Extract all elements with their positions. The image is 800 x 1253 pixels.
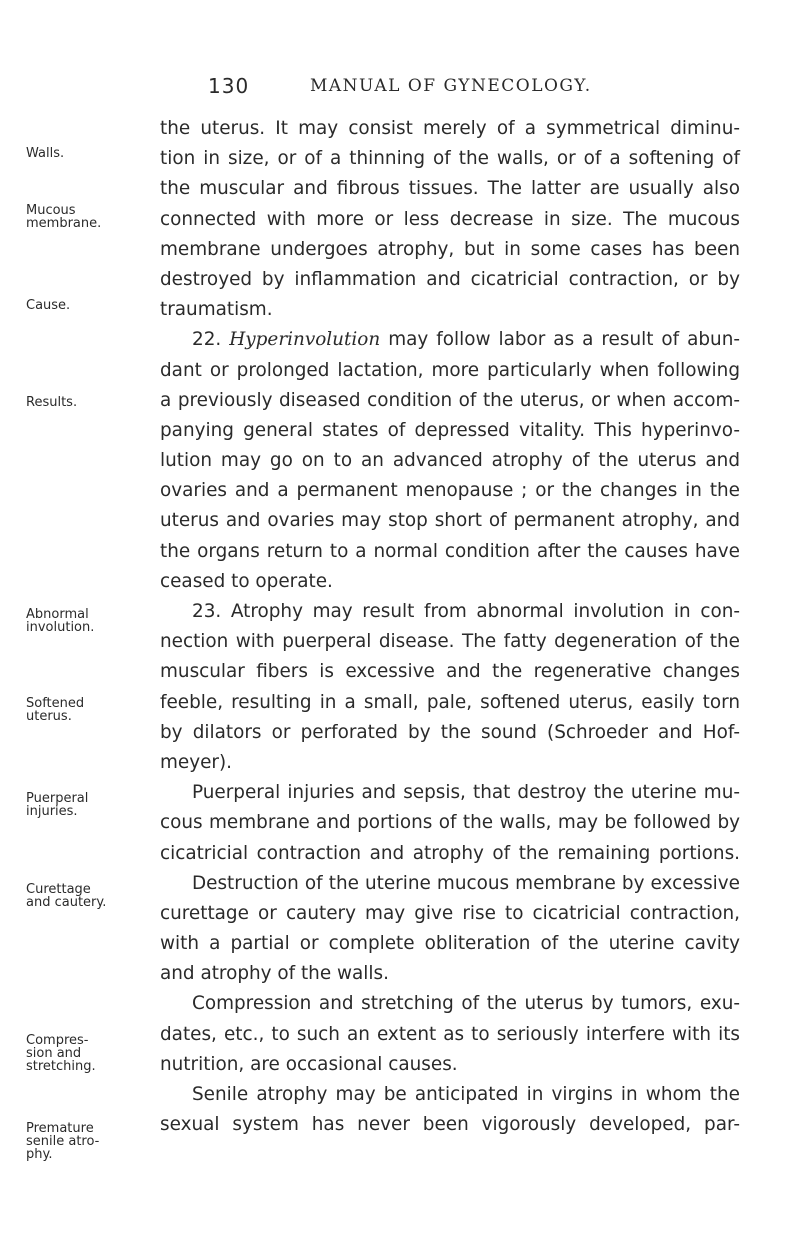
text-line: panying general states of depressed vitality. This hyperinvo-	[160, 419, 740, 441]
text-line: dant or prolonged lactation, more particularly when following	[160, 359, 740, 381]
margin-note-abnormal-involution: Abnormal involution.	[26, 607, 95, 635]
text-line: ovaries and a permanent menopause ; or the changes in the	[160, 480, 740, 502]
body-text	[160, 114, 740, 1140]
text-line: and atrophy of the walls.	[160, 963, 389, 985]
text-line: Senile atrophy may be anticipated in virgins in whom the	[192, 1084, 740, 1105]
text-line: membrane undergoes atrophy, but in some cases has been	[160, 238, 740, 260]
page-number: 130	[208, 74, 250, 98]
page-header	[0, 74, 800, 104]
text-line: traumatism.	[160, 299, 273, 321]
text-line: tion in size, or of a thinning of the walls, or of a softening of	[160, 148, 740, 170]
text-line: lution may go on to an advanced atrophy of the uterus and	[160, 450, 740, 472]
running-title: MANUAL OF GYNECOLOGY.	[310, 76, 592, 96]
text-line: cicatricial contraction and atrophy of the remaining portions.	[160, 842, 740, 864]
hyperinvolution-term: Hyperinvolution	[229, 329, 381, 351]
text-line: the uterus. It may consist merely of a symmetrical diminu-	[160, 118, 740, 139]
text-line: muscular fibers is excessive and the regenerative changes	[160, 661, 740, 683]
text-line: Compression and stretching of the uterus by tumors, exu-	[192, 993, 740, 1015]
text-line: the organs return to a normal condition after the causes have	[160, 540, 740, 562]
text-line: curettage or cautery may give rise to cicatricial contraction,	[160, 902, 740, 924]
text-line: sexual system has never been vigorously developed, par-	[160, 1114, 740, 1136]
margin-note-walls: Walls.	[26, 146, 65, 161]
margin-note-puerperal-injuries: Puerperal injuries.	[26, 791, 89, 819]
margin-note-premature-senile-atrophy: Premature senile atro- phy.	[26, 1121, 100, 1162]
text-line: the muscular and fibrous tissues. The latter are usually also	[160, 178, 740, 200]
margin-note-compression: Compres- sion and stretching.	[26, 1033, 96, 1074]
text-line: connected with more or less decrease in size. The mucous	[160, 208, 740, 230]
text-line: nutrition, are occasional causes.	[160, 1053, 458, 1075]
margin-note-mucous-membrane: Mucous membrane.	[26, 203, 102, 231]
text-line: uterus and ovaries may stop short of permanent atrophy, and	[160, 510, 740, 532]
text-line: feeble, resulting in a small, pale, softened uterus, easily torn	[160, 691, 740, 713]
text-line: dates, etc., to such an extent as to seriously interfere with its	[160, 1023, 740, 1045]
text-line: with a partial or complete obliteration of the uterine cavity	[160, 933, 740, 955]
text-line-hyperinvolution: 22. Hyperinvolution may follow labor as a result of abun-	[192, 329, 740, 351]
margin-note-softened-uterus: Softened uterus.	[26, 696, 85, 724]
text-line: ceased to operate.	[160, 570, 333, 592]
text-line: by dilators or perforated by the sound (Schroeder and Hof-	[160, 721, 740, 743]
text-line: 23. Atrophy may result from abnormal involution in con-	[192, 601, 740, 622]
margin-note-cause: Cause.	[26, 298, 71, 313]
text-line: cous membrane and portions of the walls, may be followed by	[160, 812, 740, 834]
text-line: a previously diseased condition of the uterus, or when accom-	[160, 389, 740, 411]
text-line: Destruction of the uterine mucous membrane by excessive	[192, 872, 740, 894]
text-line: meyer).	[160, 751, 233, 773]
text-line: Puerperal injuries and sepsis, that destroy the uterine mu-	[192, 782, 740, 804]
text-line: nection with puerperal disease. The fatty degeneration of the	[160, 631, 740, 653]
text-line: destroyed by inflammation and cicatricial contraction, or by	[160, 268, 740, 290]
margin-note-curettage: Curettage and cautery.	[26, 882, 107, 910]
margin-note-results: Results.	[26, 395, 78, 410]
